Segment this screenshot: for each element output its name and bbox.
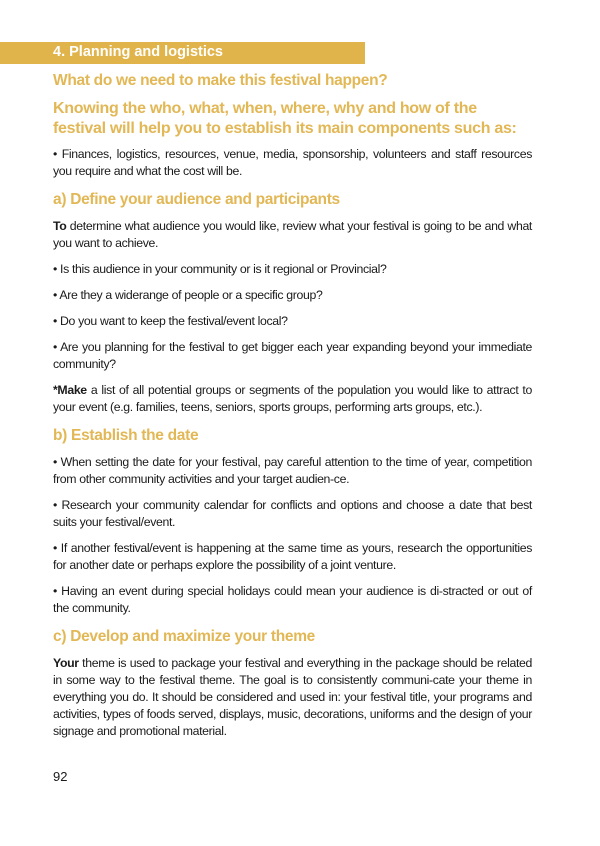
section-a-paragraph [53, 218, 532, 252]
para-lead: Your [53, 656, 79, 670]
note-lead: *Make [53, 383, 87, 397]
section-b-bullet: • When setting the date for your festival, pay careful attention to the time of year, competition from other community activities and your target audien-ce. [53, 455, 532, 486]
section-a-note [53, 382, 532, 416]
intro-bullet: • Finances, logistics, resources, venue, media, sponsorship, volunteers and staff resources you require and what the cost will be. [53, 147, 532, 178]
section-c-title: c) Develop and maximize your theme [53, 628, 315, 645]
section-banner-title: 4. Planning and logistics [53, 44, 223, 60]
section-b-title: b) Establish the date [53, 427, 199, 444]
section-a-title: a) Define your audience and participants [53, 191, 340, 208]
section-c-paragraph [53, 655, 532, 740]
heading-intro: Knowing the who, what, when, where, why and how of the festival will help you to establish its main components such as: [53, 100, 517, 137]
section-b-bullet: • Having an event during special holidays could mean your audience is di-stracted or out of the community. [53, 584, 532, 615]
page-number: 92 [53, 769, 68, 784]
heading-question: What do we need to make this festival happen? [53, 72, 388, 89]
section-b-bullet: • Research your community calendar for conflicts and options and choose a date that best suits your festival/event. [53, 498, 532, 529]
section-a-bullet: • Is this audience in your community or is it regional or Provincial? [53, 262, 387, 276]
section-a-bullet: • Do you want to keep the festival/event local? [53, 314, 288, 328]
para-lead: To [53, 219, 67, 233]
para-rest: determine what audience you would like, review what your festival is going to be and what you want to achieve. [53, 219, 532, 250]
section-b-bullet: • If another festival/event is happening at the same time as yours, research the opportunities for another date or perhaps explore the possibility of a joint venture. [53, 541, 532, 572]
para-rest: theme is used to package your festival and everything in the package should be related in some way to the festival theme. The goal is to consistently communi-cate your theme in everything you do. It should be considered and used in: your festival title, your programs and activities, types of foods served, displays, music, decorations, uniforms and the design of your signage and promotional material. [53, 656, 532, 738]
section-a-bullet: • Are you planning for the festival to get bigger each year expanding beyond your immediate community? [53, 340, 532, 371]
section-a-bullet: • Are they a widerange of people or a specific group? [53, 288, 323, 302]
note-rest: a list of all potential groups or segments of the population you would like to attract to your event (e.g. families, teens, seniors, sports groups, performing arts groups, etc.). [53, 383, 532, 414]
